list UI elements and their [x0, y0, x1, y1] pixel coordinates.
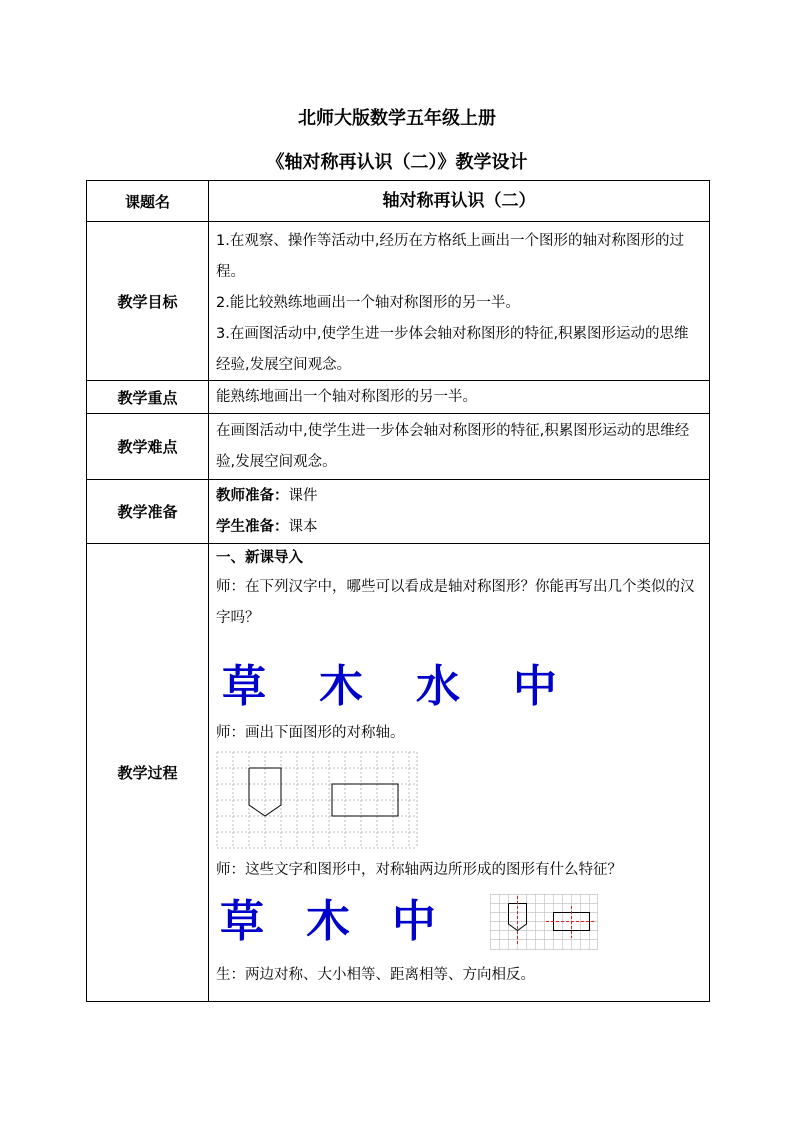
goals-value	[209, 222, 709, 380]
lesson-plan-table	[86, 180, 710, 1002]
goals-label: 教学目标	[87, 222, 209, 380]
preparation-value	[209, 480, 709, 543]
difficult-point-row	[87, 413, 709, 479]
grid-figure-1	[216, 749, 702, 851]
key-point-row	[87, 380, 709, 413]
preparation-label: 教学准备	[87, 480, 209, 543]
preparation-row	[87, 479, 709, 543]
key-point-value: 能熟练地画出一个轴对称图形的另一半。	[216, 389, 477, 405]
teacher-prep-label: 教师准备：	[216, 488, 289, 504]
topic-value: 轴对称再认识（二）	[382, 190, 536, 211]
topic-row	[87, 181, 709, 221]
section-heading: 一、新课导入	[216, 550, 303, 566]
student-answer: 生：两边对称、大小相等、距离相等、方向相反。	[216, 967, 535, 983]
student-prep-label: 学生准备：	[216, 519, 289, 535]
character: 中	[513, 661, 557, 712]
lesson-title: 《轴对称再认识（二）》教学设计	[266, 152, 528, 173]
chinese-characters-row-1	[216, 634, 702, 712]
key-point-label: 教学重点	[87, 381, 209, 413]
teacher-prep-value: 课件	[288, 488, 318, 504]
characters-and-axes-row	[216, 886, 702, 958]
grid-shapes-with-axes-diagram	[490, 894, 598, 950]
topic-label: 课题名	[87, 181, 209, 221]
goal-item: 3.在画图活动中,使学生进一步体会轴对称图形的特征,积累图形运动的思维经验,发展空间观念。	[216, 326, 689, 373]
goal-item: 2.能比较熟练地画出一个轴对称图形的另一半。	[216, 295, 520, 311]
document-title: 北师大版数学五年级上册	[298, 108, 496, 129]
student-prep-value: 课本	[288, 519, 318, 535]
difficult-point-label: 教学难点	[87, 414, 209, 479]
character: 木	[319, 661, 363, 712]
question-3: 师：这些文字和图形中，对称轴两边所形成的图形有什么特征？	[216, 862, 622, 878]
character: 草	[222, 661, 266, 712]
process-label: 教学过程	[87, 544, 209, 1001]
character: 草	[220, 896, 264, 947]
character: 中	[392, 896, 436, 947]
process-row	[87, 543, 709, 1001]
goal-item: 1.在观察、操作等活动中,经历在方格纸上画出一个图形的轴对称图形的过程。	[216, 233, 684, 280]
grid-shapes-diagram	[216, 751, 418, 849]
process-value	[209, 544, 709, 1001]
goals-row	[87, 221, 709, 380]
question-1: 师：在下列汉字中，哪些可以看成是轴对称图形？你能再写出几个类似的汉字吗？	[216, 579, 695, 626]
difficult-point-value: 在画图活动中,使学生进一步体会轴对称图形的特征,积累图形运动的思维经验,发展空间观念。	[216, 423, 690, 470]
character: 水	[416, 661, 460, 712]
character: 木	[306, 896, 350, 947]
question-2: 师：画出下面图形的对称轴。	[216, 725, 405, 741]
